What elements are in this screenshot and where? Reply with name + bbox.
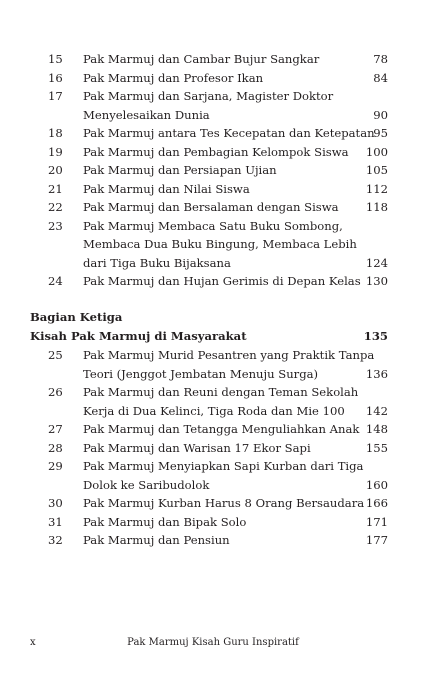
toc-entry — [0, 531, 426, 550]
toc-entry — [0, 124, 426, 143]
toc-list-part-three — [0, 346, 426, 550]
toc-entry-title: Pak Marmuj dan Nilai Siswa — [83, 181, 250, 196]
toc-entry-line — [0, 383, 426, 402]
toc-entry-title: Pak Marmuj Kurban Harus 8 Orang Bersaudara — [83, 496, 365, 510]
footer-page-number: x — [30, 637, 36, 648]
toc-entry-page: 124 — [365, 255, 388, 270]
toc-entry-line — [0, 69, 426, 88]
toc-entry — [0, 69, 426, 88]
toc-entry — [0, 494, 426, 513]
toc-entry-line — [0, 439, 426, 458]
toc-entry-page: 160 — [365, 477, 388, 492]
toc-entry-line — [0, 346, 426, 365]
toc-entry-page: 112 — [365, 181, 388, 196]
toc-entry-title: Pak Marmuj Menyiapkan Sapi Kurban dari Tiga — [83, 459, 364, 473]
toc-entry-line — [0, 457, 426, 476]
toc-entry-line — [0, 180, 426, 199]
toc-entry-number: 26 — [48, 385, 63, 399]
toc-entry-number: 15 — [48, 52, 63, 66]
toc-entry-title: Pak Marmuj dan Warisan 17 Ekor Sapi — [83, 440, 311, 455]
toc-entry-line — [0, 531, 426, 550]
toc-entry-title: Pak Marmuj antara Tes Kecepatan dan Ketepatan — [83, 126, 375, 140]
toc-entry-title: Pak Marmuj dan Tetangga Menguliahkan Anak — [83, 422, 360, 436]
toc-entry-page: 90 — [373, 107, 388, 122]
toc-entry — [0, 420, 426, 439]
toc-entry — [0, 217, 426, 273]
toc-entry-page: 95 — [373, 126, 388, 140]
toc-entry — [0, 439, 426, 458]
toc-entry-page: 136 — [365, 366, 388, 381]
toc-entry-page: 100 — [365, 144, 388, 159]
toc-entry-page: 142 — [365, 403, 388, 418]
toc-entry-title: Pak Marmuj dan Persiapan Ujian — [83, 163, 277, 177]
toc-entry — [0, 198, 426, 217]
section-title: Kisah Pak Marmuj di Masyarakat — [30, 329, 247, 343]
toc-entry-title: Pak Marmuj Murid Pesantren yang Praktik Tanpa — [83, 348, 375, 362]
toc-entry-title: Pak Marmuj dan Hujan Gerimis di Depan Kelas — [83, 274, 361, 288]
toc-entry-number: 22 — [48, 200, 63, 214]
toc-entry-number: 27 — [48, 422, 63, 436]
toc-entry-title: Pak Marmuj dan Sarjana, Magister Doktor — [83, 89, 334, 103]
toc-entry-title: dari Tiga Buku Bijaksana — [83, 255, 231, 270]
toc-entry-line — [0, 50, 426, 69]
toc-entry — [0, 513, 426, 532]
toc-entry-page: 171 — [365, 514, 388, 529]
toc-entry-title: Pak Marmuj dan Reuni dengan Teman Sekolah — [83, 385, 359, 399]
toc-entry-number: 21 — [48, 181, 63, 196]
toc-entry — [0, 161, 426, 180]
toc-entry-line — [0, 476, 426, 495]
section-page-number: 135 — [363, 329, 388, 343]
toc-entry-line — [0, 365, 426, 384]
toc-entry — [0, 87, 426, 124]
toc-entry-page: 78 — [373, 52, 388, 66]
toc-entry-title: Pak Marmuj dan Bipak Solo — [83, 514, 247, 529]
toc-entry-number: 16 — [48, 70, 63, 85]
toc-entry-line — [0, 87, 426, 106]
toc-entry-number: 23 — [48, 218, 63, 233]
section-label: Bagian Ketiga — [30, 310, 123, 324]
toc-entry-title: Pak Marmuj dan Bersalaman dengan Siswa — [83, 200, 339, 214]
toc-entry-number: 19 — [48, 144, 63, 159]
toc-list-part-two-continued — [0, 50, 426, 291]
toc-entry-title: Pak Marmuj dan Pensiun — [83, 533, 230, 547]
toc-entry-line — [0, 124, 426, 143]
toc-entry-number: 30 — [48, 496, 63, 510]
toc-entry-page: 118 — [365, 200, 388, 214]
toc-entry-page: 148 — [365, 422, 388, 436]
toc-entry-title: Pak Marmuj dan Cambar Bujur Sangkar — [83, 52, 320, 66]
toc-entry-number: 32 — [48, 533, 63, 547]
toc-entry — [0, 383, 426, 420]
toc-entry-number: 25 — [48, 348, 63, 362]
toc-entry-title: Kerja di Dua Kelinci, Tiga Roda dan Mie 100 — [83, 403, 345, 418]
toc-entry-title: Menyelesaikan Dunia — [83, 107, 210, 122]
toc-entry-number: 18 — [48, 126, 63, 140]
toc-entry-title: Pak Marmuj dan Profesor Ikan — [83, 70, 264, 85]
toc-entry-number: 20 — [48, 163, 63, 177]
toc-entry-page: 130 — [365, 274, 388, 288]
toc-entry-line — [0, 143, 426, 162]
toc-entry — [0, 50, 426, 69]
toc-entry-line — [0, 420, 426, 439]
toc-entry-number: 17 — [48, 89, 63, 103]
toc-entry-page: 105 — [365, 163, 388, 177]
toc-entry-line — [0, 272, 426, 291]
toc-entry — [0, 346, 426, 383]
toc-entry-line — [0, 235, 426, 254]
toc-entry-line — [0, 198, 426, 217]
toc-entry-title: Pak Marmuj dan Pembagian Kelompok Siswa — [83, 144, 349, 159]
toc-entry-line — [0, 217, 426, 236]
toc-entry-line — [0, 494, 426, 513]
toc-entry-page: 155 — [365, 440, 388, 455]
toc-entry-title: Membaca Dua Buku Bingung, Membaca Lebih — [83, 237, 357, 251]
toc-entry-title: Pak Marmuj Membaca Satu Buku Sombong, — [83, 218, 343, 233]
toc-entry — [0, 180, 426, 199]
toc-entry-number: 29 — [48, 459, 63, 473]
toc-entry-line — [0, 106, 426, 125]
toc-entry-number: 24 — [48, 274, 63, 288]
footer-book-title: Pak Marmuj Kisah Guru Inspiratif — [127, 637, 299, 648]
toc-entry-page: 166 — [365, 496, 388, 510]
toc-entry-line — [0, 254, 426, 273]
toc-entry-number: 28 — [48, 440, 63, 455]
toc-entry-number: 31 — [48, 514, 63, 529]
toc-entry-line — [0, 402, 426, 421]
toc-entry-line — [0, 513, 426, 532]
toc-entry-page: 177 — [365, 533, 388, 547]
toc-entry — [0, 143, 426, 162]
toc-entry-page: 84 — [373, 70, 388, 85]
toc-entry-line — [0, 161, 426, 180]
toc-entry — [0, 457, 426, 494]
toc-entry-title: Teori (Jenggot Jembatan Menuju Surga) — [83, 366, 319, 381]
toc-entry — [0, 272, 426, 291]
toc-entry-title: Dolok ke Saribudolok — [83, 477, 210, 492]
